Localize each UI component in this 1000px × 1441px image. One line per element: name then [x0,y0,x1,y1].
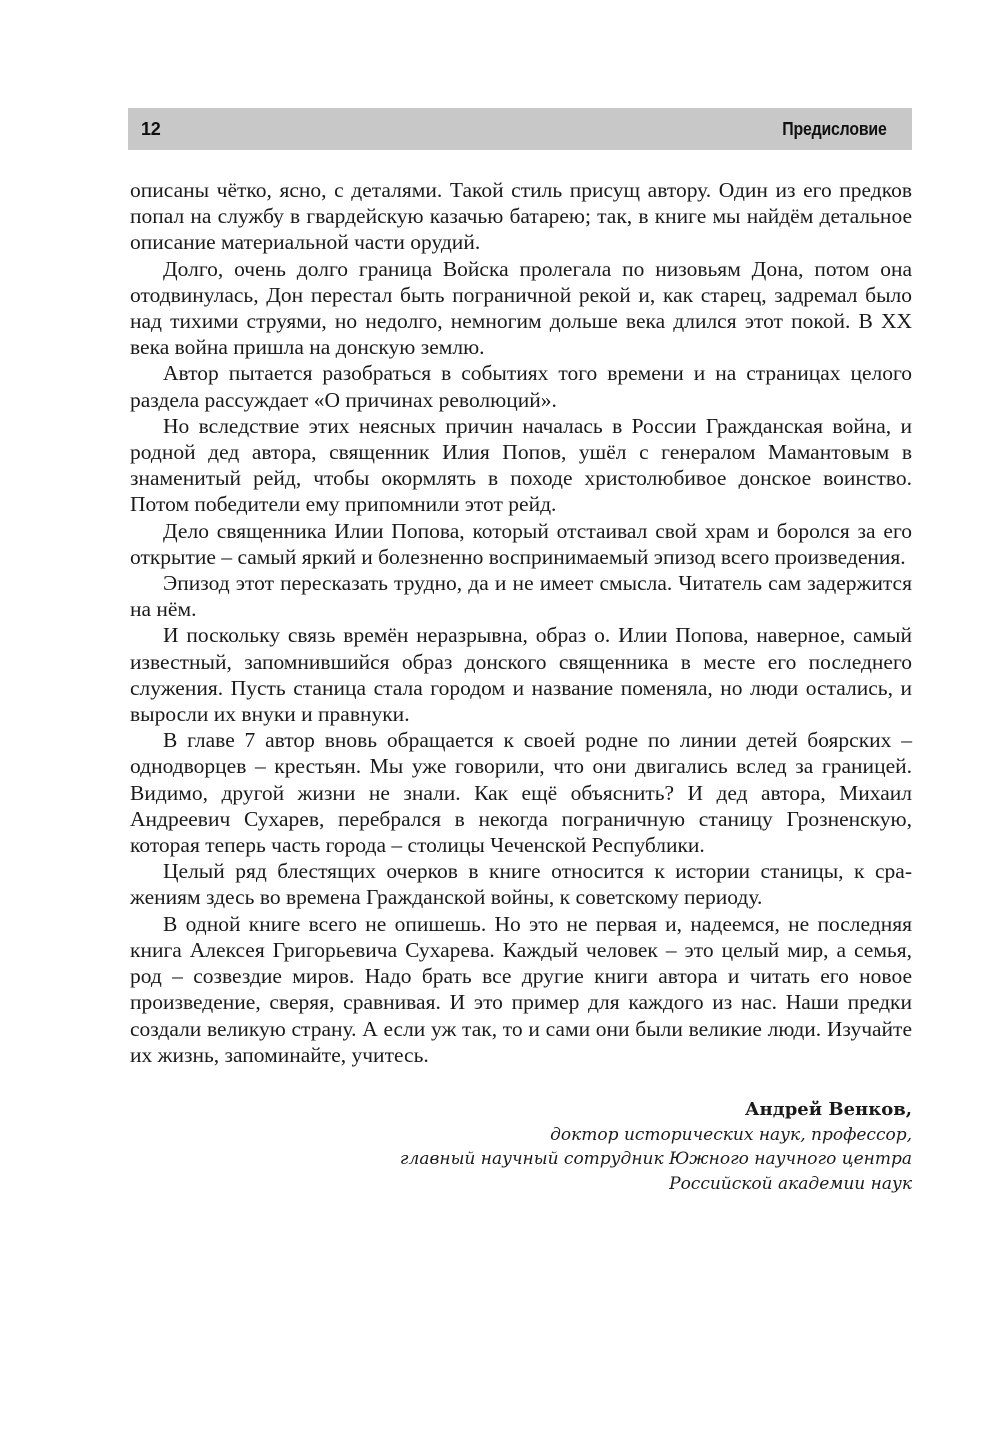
author-title-line: Российской академии наук [669,1173,912,1194]
section-title: Предисловие [782,118,887,139]
author-title-line: главный научный сотрудник Южного научного центра [399,1149,912,1169]
body-text [130,177,912,1068]
paragraph: Целый ряд блестящих очерков в книге относится к истории станицы, к сражениям здесь во времена Гражданской войны, к советскому периоду. [130,859,912,910]
paragraph: Автор пытается разобраться в событиях того времени и на страницах целого раздела рассуждает «О причинах революций». [130,361,912,412]
paragraph: Дело священника Илии Попова, который отстаивал свой храм и боролся за его открытие – самый яркий и болезненно воспринимаемый эпизод всего произведения. [130,518,912,569]
paragraph: описаны чётко, ясно, с деталями. Такой стиль присущ автору. Один из его предков попал на службу в гвардейскую казачью батарею; так, в книге мы найдём детальное описание материальной части орудий. [130,178,912,255]
author-name: Андрей Венков, [744,1099,912,1120]
running-head [128,108,912,150]
paragraph: В главе 7 автор вновь обращается к своей родне по линии детей боярских – однодворцев – крестьян. Мы уже говорили, что они двигались вслед за границей. Видимо, другой жизни не знали. Как ещё объяснить? И дед автора, Михаил Андреевич Сухарев, перебрался в некогда пограничную станицу Грозненскую, которая теперь часть города – столицы Чеченской Республики. [130,728,912,858]
paragraph: Эпизод этот пересказать трудно, да и не имеет смысла. Читатель сам задержится на нём. [130,571,912,622]
paragraph: В одной книге всего не опишешь. Но это не первая и, надеемся, не последняя книга Алексея Григорьевича Сухарева. Каждый человек – это целый мир, а семья, род – созвездие миров. Надо брать все другие книги автора и читать его новое произведение, сверяя, сравнивая. И это пример для каждого из нас. Наши предки создали великую страну. А если уж так, то и сами они были великие люди. Изучайте их жизнь, запоминайте, учитесь. [130,911,912,1067]
paragraph: Но вследствие этих неясных причин началась в России Гражданская война, и родной дед автора, священник Илия Попов, ушёл с генералом Мамантовым в знаменитый рейд, чтобы окормлять в походе христолюбивое донское воинство. Потом победители ему припомнили этот рейд. [130,413,912,517]
page-number: 12 [141,118,161,139]
author-title-line: доктор исторических наук, профессор, [550,1124,912,1145]
signature-block [400,1098,912,1196]
paragraph: И поскольку связь времён неразрывна, образ о. Илии Попова, наверное, самый известный, запомнившийся образ донского священника в месте его последнего служения. Пусть станица стала городом и название поменяла, но люди остались, и выросли их внуки и правнуки. [130,623,912,727]
paragraph: Долго, очень долго граница Войска пролегала по низовьям Дона, потом она отодвинулась, Дон перестал быть пограничной рекой и, как старец, задремал было над тихими струями, но недолго, немногим дольше века длился этот покой. В XX века война пришла на донскую землю. [130,256,912,360]
